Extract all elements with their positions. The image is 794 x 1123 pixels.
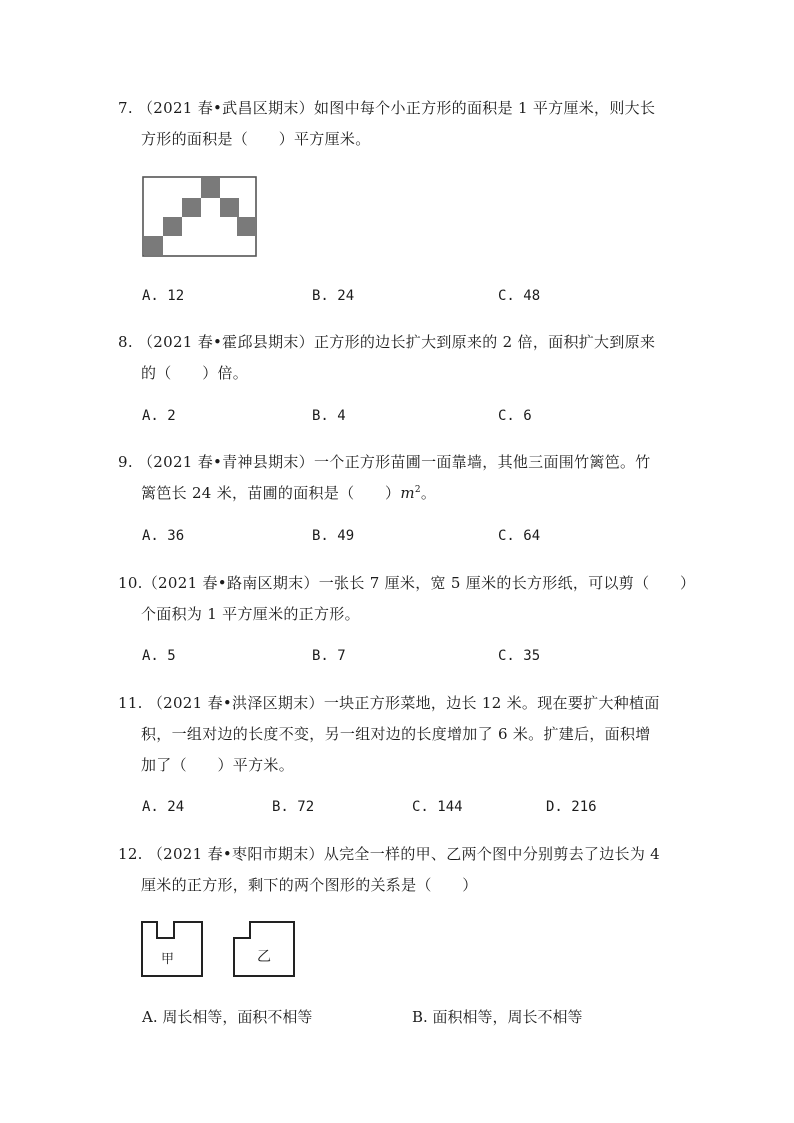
- q11-option-d[interactable]: D. 216: [546, 799, 597, 815]
- q7-shaded-square: [163, 217, 182, 236]
- q7-line-1: 7. （2021 春•武昌区期末）如图中每个小正方形的面积是 1 平方厘米，则大长: [118, 99, 656, 117]
- q10-line-2: 个面积为 1 平方厘米的正方形。: [141, 605, 360, 623]
- q12-option-a[interactable]: A. 周长相等，面积不相等: [142, 1008, 313, 1026]
- q10-line-1: 10.（2021 春•路南区期末）一张长 7 厘米，宽 5 厘米的长方形纸，可以剪（ ）: [118, 574, 696, 592]
- q11-line-3: 加了（ ）平方米。: [141, 756, 295, 774]
- q9-line-2-text: 篱笆长 24 米，苗圃的面积是（ ）: [141, 484, 401, 502]
- q7-option-c[interactable]: C. 48: [498, 288, 541, 304]
- q11-option-b[interactable]: B. 72: [272, 799, 315, 815]
- q9-unit-tail: 。: [420, 484, 437, 502]
- q10-option-b[interactable]: B. 7: [312, 648, 346, 664]
- q8-line-1: 8. （2021 春•霍邱县期末）正方形的边长扩大到原来的 2 倍，面积扩大到原来: [118, 333, 656, 351]
- q9-line-1: 9. （2021 春•青神县期末）一个正方形苗圃一面靠墙，其他三面围竹篱笆。竹: [118, 453, 651, 471]
- q11-option-c[interactable]: C. 144: [412, 799, 463, 815]
- q9-option-a[interactable]: A. 36: [142, 528, 185, 544]
- q10-option-c[interactable]: C. 35: [498, 648, 541, 664]
- q12-option-b[interactable]: B. 面积相等，周长不相等: [412, 1008, 583, 1026]
- q7-shaded-square: [220, 198, 239, 217]
- q11-option-a[interactable]: A. 24: [142, 799, 185, 815]
- q9-unit: m: [400, 484, 415, 502]
- q8-option-c[interactable]: C. 6: [498, 408, 532, 424]
- q12-line-1: 12. （2021 春•枣阳市期末）从完全一样的甲、乙两个图中分别剪去了边长为 4: [118, 845, 661, 863]
- q8-option-a[interactable]: A. 2: [142, 408, 176, 424]
- q7-shaded-square: [182, 198, 201, 217]
- q8-line-2: 的（ ）倍。: [141, 364, 249, 382]
- q7-shaded-square: [144, 236, 163, 255]
- q11-line-1: 11. （2021 春•洪泽区期末）一块正方形菜地，边长 12 米。现在要扩大种植面: [118, 694, 660, 712]
- q11-line-2: 积，一组对边的长度不变，另一组对边的长度增加了 6 米。扩建后，面积增: [141, 725, 651, 743]
- q9-unit-exponent: 2: [414, 485, 421, 495]
- q7-shaded-square: [201, 178, 220, 198]
- q12-figure-jia-label: 甲: [161, 952, 175, 967]
- q7-line-2: 方形的面积是（ ）平方厘米。: [141, 130, 371, 148]
- q7-grid-figure: [142, 176, 258, 258]
- q7-shaded-square: [237, 217, 256, 236]
- q8-option-b[interactable]: B. 4: [312, 408, 346, 424]
- q7-option-a[interactable]: A. 12: [142, 288, 185, 304]
- q10-option-a[interactable]: A. 5: [142, 648, 176, 664]
- q9-option-c[interactable]: C. 64: [498, 528, 541, 544]
- q9-line-2: [141, 482, 436, 503]
- q9-option-b[interactable]: B. 49: [312, 528, 355, 544]
- q12-line-2: 厘米的正方形，剩下的两个图形的关系是（ ）: [141, 876, 478, 894]
- q12-figure-yi-label: 乙: [257, 949, 271, 965]
- q7-option-b[interactable]: B. 24: [312, 288, 355, 304]
